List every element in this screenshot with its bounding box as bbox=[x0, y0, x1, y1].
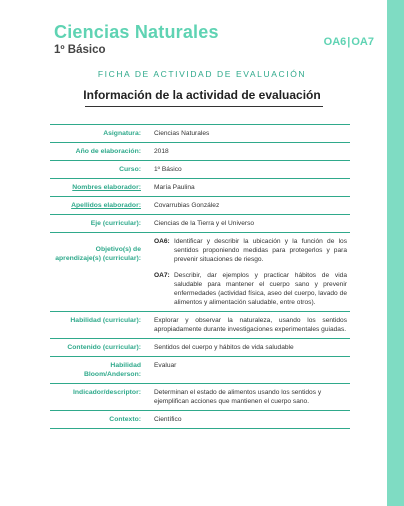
oa-code-2: OA7 bbox=[351, 36, 374, 48]
oa-code-1: OA6 bbox=[323, 36, 347, 48]
table-row bbox=[50, 339, 350, 357]
row-label: Contexto: bbox=[50, 411, 151, 429]
table-row bbox=[50, 233, 350, 312]
table-row bbox=[50, 125, 350, 143]
grade-subtitle: 1º Básico bbox=[54, 44, 106, 56]
table-row bbox=[50, 357, 350, 384]
row-label: Curso: bbox=[50, 161, 151, 179]
row-value: 1º Básico bbox=[151, 161, 350, 179]
objective-item bbox=[154, 237, 347, 264]
row-label: Apellidos elaborador: bbox=[50, 197, 151, 215]
row-label: Indicador/descriptor: bbox=[50, 384, 151, 411]
row-value: Determinan el estado de alimentos usando los sentidos y ejemplifican acciones que mantienen el cuerpo sano. bbox=[151, 384, 350, 411]
row-label: Año de elaboración: bbox=[50, 143, 151, 161]
objective-text: Describir, dar ejemplos y practicar hábitos de vida saludable para mantener el cuerpo sano y prevenir enfermedades (actividad física, aseo del cuerpo, lavado de alimentos y alimentación saludable, entre otros). bbox=[174, 272, 347, 306]
table-row bbox=[50, 197, 350, 215]
table-row bbox=[50, 411, 350, 429]
objective-item bbox=[154, 271, 347, 307]
row-label: Asignatura: bbox=[50, 125, 151, 143]
table-row bbox=[50, 312, 350, 339]
row-value: Covarrubias González bbox=[151, 197, 350, 215]
row-value: Explorar y observar la naturaleza, usando los sentidos apropiadamente durante investigaciones experimentales guiadas. bbox=[151, 312, 350, 339]
section-title-divider bbox=[85, 106, 323, 107]
table-row bbox=[50, 143, 350, 161]
oa-codes bbox=[324, 36, 374, 48]
table-row bbox=[50, 161, 350, 179]
row-value: María Paulina bbox=[151, 179, 350, 197]
row-label: Habilidad Bloom/Anderson: bbox=[50, 357, 151, 384]
row-label: Eje (curricular): bbox=[50, 215, 151, 233]
ficha-label: FICHA DE ACTIVIDAD DE EVALUACIÓN bbox=[97, 69, 307, 79]
table-row bbox=[50, 179, 350, 197]
oa-code-separator: | bbox=[347, 36, 351, 48]
row-label: Contenido (curricular): bbox=[50, 339, 151, 357]
row-value: Evaluar bbox=[151, 357, 350, 384]
objective-code: OA7: bbox=[154, 272, 170, 279]
table-row bbox=[50, 384, 350, 411]
objective-code: OA6: bbox=[154, 238, 170, 245]
info-table bbox=[50, 124, 350, 429]
row-value: 2018 bbox=[151, 143, 350, 161]
section-title: Información de la actividad de evaluación bbox=[83, 88, 321, 102]
row-label: Nombres elaborador: bbox=[50, 179, 151, 197]
row-value bbox=[151, 233, 350, 312]
row-value: Científico bbox=[151, 411, 350, 429]
row-value: Sentidos del cuerpo y hábitos de vida saludable bbox=[151, 339, 350, 357]
row-label: Objetivo(s) de aprendizaje(s) (curricular): bbox=[50, 233, 151, 312]
row-value: Ciencias Naturales bbox=[151, 125, 350, 143]
row-label: Habilidad (curricular): bbox=[50, 312, 151, 339]
table-row bbox=[50, 215, 350, 233]
page-title: Ciencias Naturales bbox=[54, 22, 219, 42]
row-value: Ciencias de la Tierra y el Universo bbox=[151, 215, 350, 233]
objective-text: Identificar y describir la ubicación y la función de los sentidos proponiendo medidas para protegerlos y para prevenir situaciones de riesgo. bbox=[174, 238, 347, 263]
